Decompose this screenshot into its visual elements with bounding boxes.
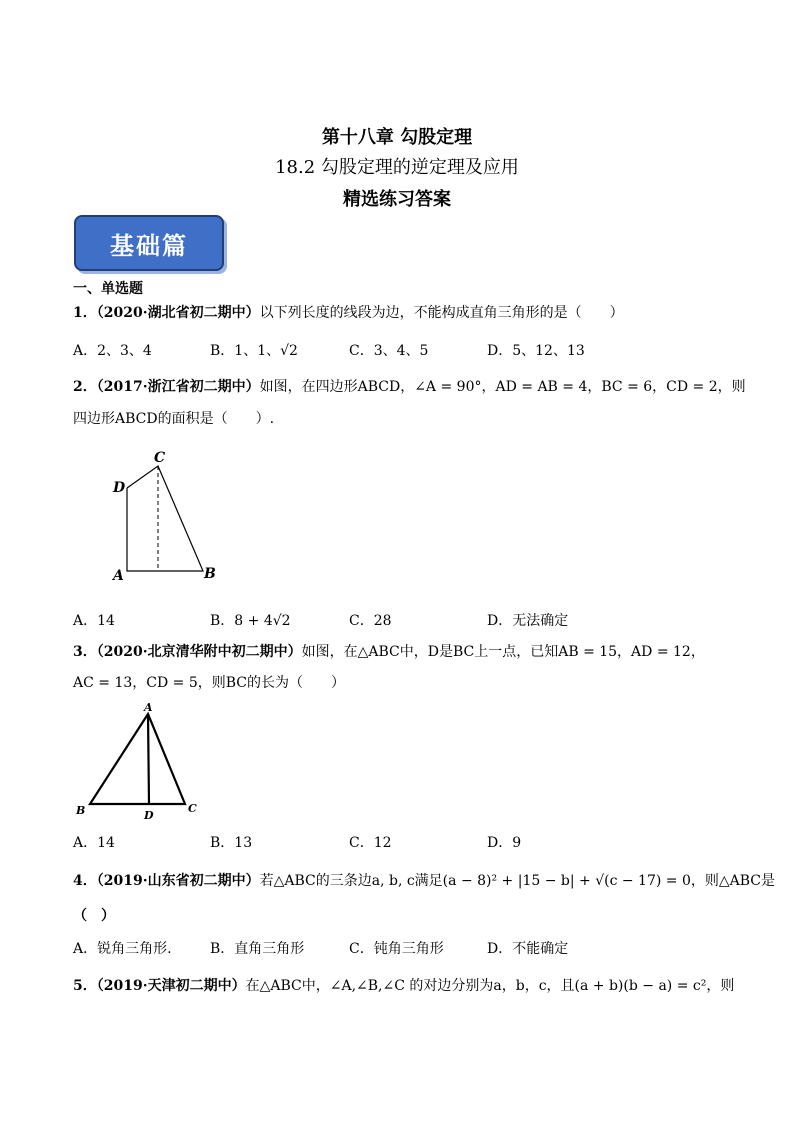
q2-option-a: A．14: [73, 613, 115, 629]
quadrilateral-figure: [108, 446, 218, 586]
question-number: 3．: [73, 644, 97, 660]
question-3-stem-cont: AC = 13，CD = 5，则BC的长为（ ）: [73, 675, 346, 691]
level-badge: 基础篇: [74, 215, 224, 271]
q2-option-c: C．28: [349, 613, 392, 629]
q3-option-b: B．13: [210, 835, 253, 851]
q3-option-d: D．9: [487, 835, 522, 851]
question-source: （2019·山东省初二期中）: [96, 873, 260, 889]
question-stem: 在△ABC中，∠A,∠B,∠C 的对边分别为a，b，c，且(a + b)(b − a) = c²，则: [245, 978, 735, 994]
question-stem: 以下列长度的线段为边，不能构成直角三角形的是（ ）: [259, 305, 624, 321]
label-c: C: [154, 450, 166, 466]
question-3: [73, 641, 705, 661]
label-b: B: [204, 566, 216, 582]
q4-option-c: C．钝角三角形: [349, 941, 444, 957]
question-stem: 如图，在△ABC中，D是BC上一点，已知AB = 15，AD = 12，: [301, 644, 705, 660]
triangle-figure: [72, 698, 212, 826]
question-stem: 如图，在四边形ABCD，∠A = 90°，AD = AB = 4，BC = 6，CD = 2，则: [259, 379, 746, 395]
question-number: 1．: [73, 305, 97, 321]
label-b: B: [76, 804, 86, 817]
question-4: [73, 870, 775, 890]
label-a: A: [113, 568, 124, 584]
q4-option-b: B．直角三角形: [210, 941, 305, 957]
quadrilateral-shape: [127, 466, 203, 571]
label-c: C: [188, 802, 197, 815]
question-1: [73, 302, 624, 322]
question-2-stem-cont: 四边形ABCD的面积是（ ）.: [73, 411, 275, 427]
q1-option-d: D．5、12、13: [487, 343, 585, 359]
subtitle: 精选练习答案: [343, 189, 451, 210]
question-source: （2020·北京清华附中初二期中）: [96, 644, 302, 660]
q1-option-b: B．1、1、√2: [210, 343, 298, 359]
question-5: [73, 975, 734, 995]
question-4-stem-cont: （ ）: [73, 908, 115, 924]
question-number: 5．: [73, 978, 97, 994]
q1-option-a: A．2、3、4: [73, 343, 152, 359]
q1-option-c: C．3、4、5: [349, 343, 429, 359]
segment-ad: [148, 714, 149, 804]
label-d: D: [144, 809, 154, 822]
q3-option-c: C．12: [349, 835, 392, 851]
q3-option-a: A．14: [73, 835, 115, 851]
label-a: A: [144, 701, 153, 714]
question-source: （2017·浙江省初二期中）: [96, 379, 260, 395]
q4-option-a: A．锐角三角形.: [73, 941, 172, 957]
question-2: [73, 376, 746, 396]
question-stem: 若△ABC的三条边a, b, c满足(a − 8)² + |15 − b| + √(c − 17) = 0，则△ABC是: [259, 873, 776, 889]
section-title: 18.2 勾股定理的逆定理及应用: [275, 157, 519, 178]
triangle-shape: [90, 714, 185, 804]
question-source: （2019·天津初二期中）: [96, 978, 246, 994]
question-number: 2．: [73, 379, 97, 395]
label-d: D: [113, 480, 126, 496]
q2-option-d: D．无法确定: [487, 613, 569, 629]
question-source: （2020·湖北省初二期中）: [96, 305, 260, 321]
q2-option-b: B．8 + 4√2: [210, 613, 291, 629]
question-number: 4．: [73, 873, 97, 889]
chapter-title: 第十八章 勾股定理: [321, 127, 473, 148]
section-heading: 一、单选题: [73, 281, 143, 297]
q4-option-d: D．不能确定: [487, 941, 569, 957]
